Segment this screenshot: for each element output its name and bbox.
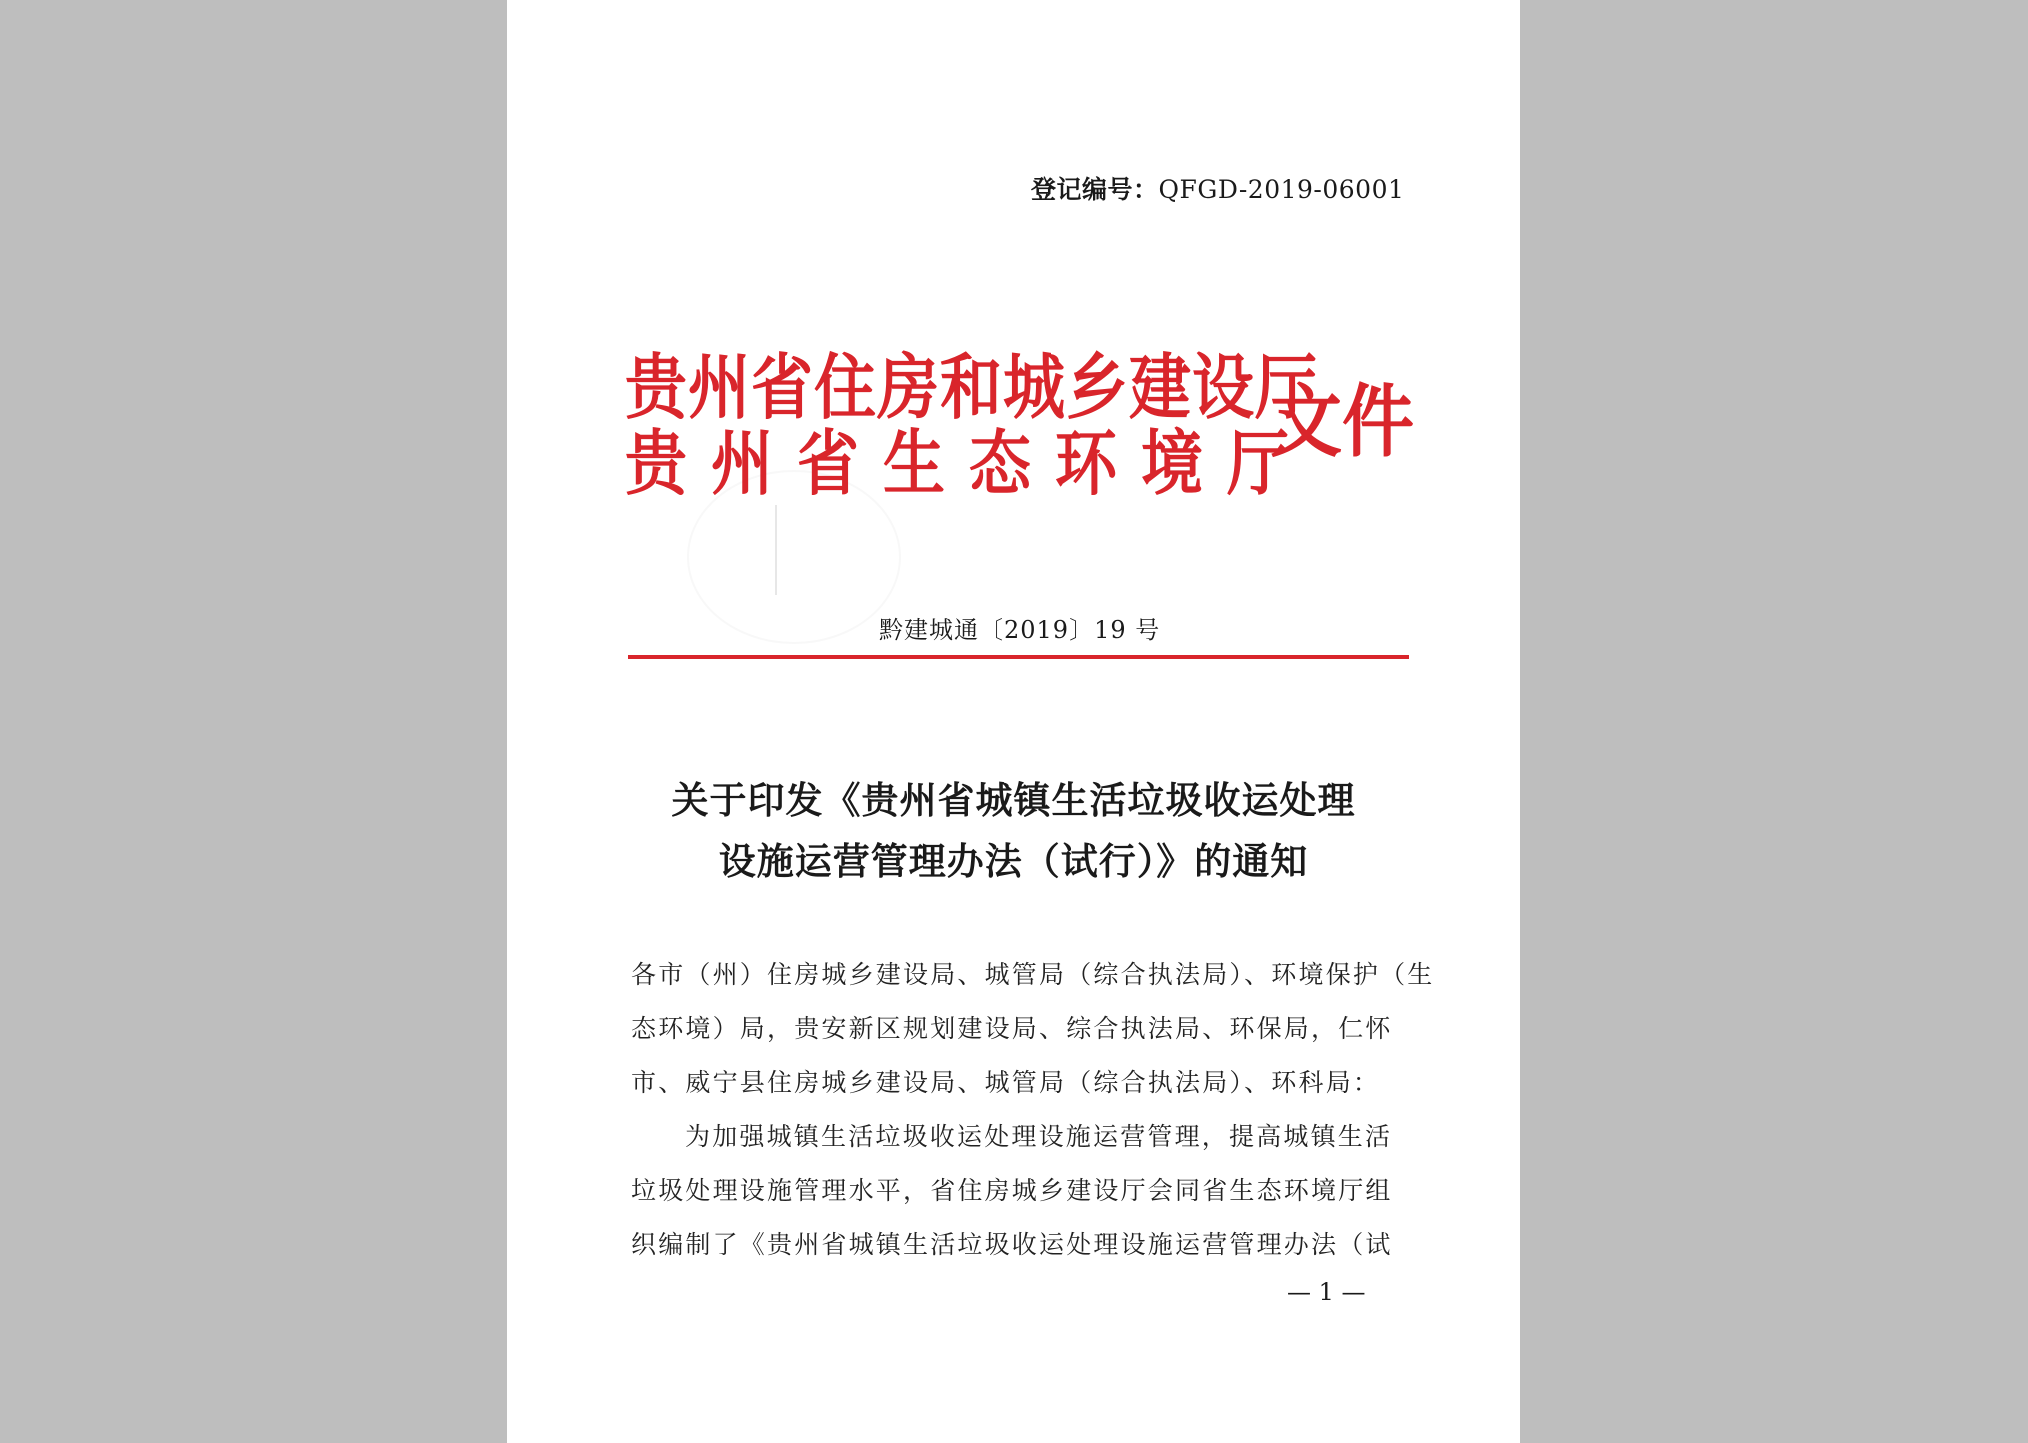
body-line: 织编制了《贵州省城镇生活垃圾收运处理设施运营管理办法（试 — [631, 1230, 1393, 1259]
letterhead-suffix: 文件 — [1270, 374, 1415, 468]
body-line: 态环境）局，贵安新区规划建设局、综合执法局、环保局，仁怀 — [631, 1014, 1393, 1043]
document-title-line-1: 关于印发《贵州省城镇生活垃圾收运处理 — [671, 778, 1356, 822]
body-line: 市、威宁县住房城乡建设局、城管局（综合执法局）、环科局： — [631, 1068, 1381, 1097]
document-page — [507, 0, 1520, 1443]
registration-number — [1031, 170, 1471, 210]
red-divider-line — [628, 655, 1409, 659]
body-line: 为加强城镇生活垃圾收运处理设施运营管理，提高城镇生活 — [685, 1122, 1393, 1151]
body-line: 各市（州）住房城乡建设局、城管局（综合执法局）、环境保护（生 — [631, 960, 1435, 989]
page-number: — 1 — — [1287, 1278, 1366, 1306]
document-title-line-2: 设施运营管理办法（试行）》的通知 — [718, 839, 1309, 883]
letterhead-issuer-2: 贵州省生态环境厅 — [625, 421, 1314, 506]
stamp-mark — [775, 505, 777, 595]
body-line: 垃圾处理设施管理水平，省住房城乡建设厅会同省生态环境厅组 — [631, 1176, 1393, 1205]
registration-label: 登记编号： — [1031, 175, 1159, 204]
letterhead-issuer-1: 贵州省住房和城乡建设厅 — [625, 345, 1319, 430]
document-number: 黔建城通〔2019〕19 号 — [879, 616, 1161, 644]
registration-value: QFGD-2019-06001 — [1158, 175, 1405, 204]
red-letterhead — [625, 338, 1425, 508]
